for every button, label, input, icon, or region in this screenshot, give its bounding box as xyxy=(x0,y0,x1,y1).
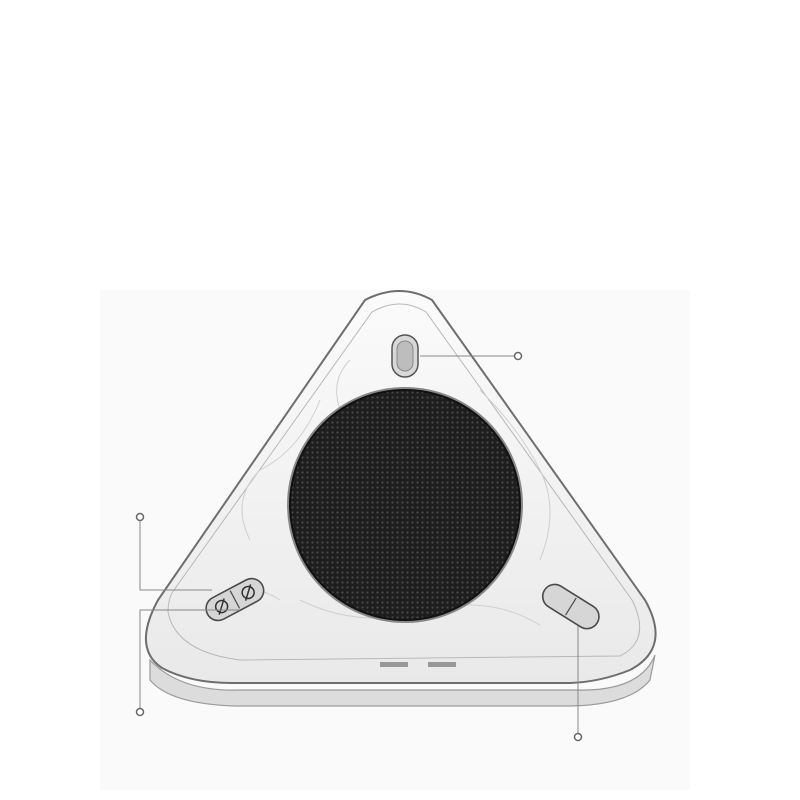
power-callout-dot xyxy=(515,353,522,360)
front-indicator-left xyxy=(380,662,408,667)
speaker-size-callout-dot xyxy=(575,734,582,741)
speaker-grille xyxy=(290,390,520,620)
mute-speaker-callout-dot xyxy=(137,514,144,521)
front-indicator-right xyxy=(428,662,456,667)
mute-mic-callout-dot xyxy=(137,709,144,716)
